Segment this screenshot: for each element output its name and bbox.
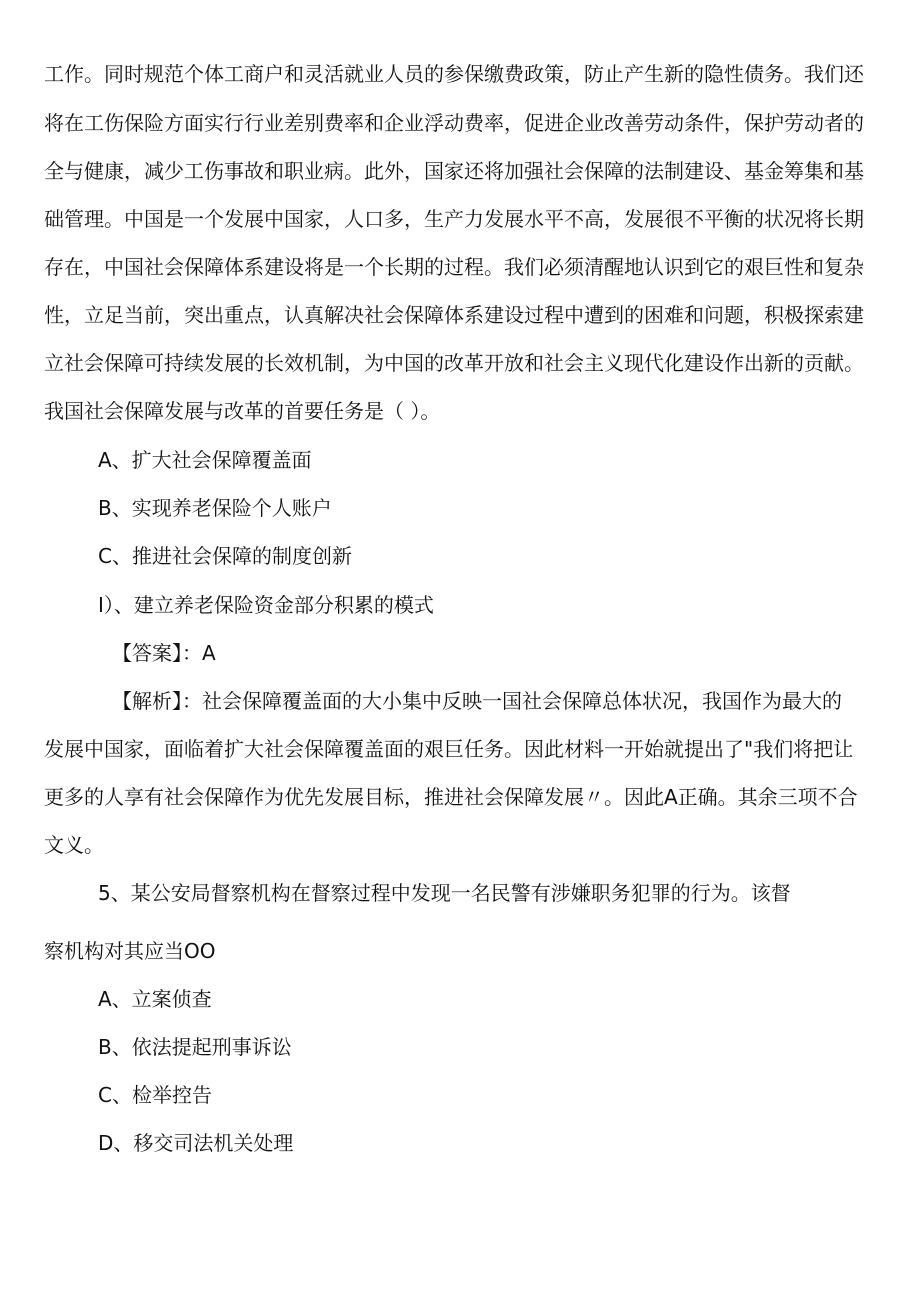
question-stem: 我国社会保障发展与改革的首要任务是（ ）。	[44, 399, 441, 423]
passage-line: 存在，中国社会保障体系建设将是一个长期的过程。我们必须清醒地认识到它的艰巨性和复杂	[44, 255, 864, 279]
passage-line: 将在工伤保险方面实行行业差别费率和企业浮动费率，促进企业改善劳动条件，保护劳动者的	[44, 111, 864, 135]
option-b: B、依法提起刑事诉讼	[98, 1035, 292, 1059]
option-c: C、检举控告	[98, 1083, 212, 1107]
question-stem: 5、某公安局督察机构在督察过程中发现一名民警有涉嫌职务犯罪的行为。该督	[98, 881, 791, 905]
analysis-line: 文义。	[44, 833, 104, 857]
option-b: B、实现养老保险个人账户	[98, 496, 332, 520]
passage-line: 工作。同时规范个体工商户和灵活就业人员的参保缴费政策，防止产生新的隐性债务。我们还	[44, 62, 864, 86]
passage-line: 础管理。中国是一个发展中国家，人口多，生产力发展水平不高，发展很不平衡的状况将长期	[44, 207, 864, 231]
passage-line: 全与健康，减少工伤事故和职业病。此外，国家还将加强社会保障的法制建设、基金筹集和基	[44, 159, 864, 183]
answer: 【答案】：A	[112, 641, 216, 665]
passage-line: 性，立足当前，突出重点，认真解决社会保障体系建设过程中遭到的困难和问题，积极探索建	[44, 303, 864, 327]
passage-line: 立社会保障可持续发展的长效机制，为中国的改革开放和社会主义现代化建设作出新的贡献。	[44, 351, 864, 375]
question-stem: 察机构对其应当OO	[44, 939, 216, 963]
option-d: D、移交司法机关处理	[98, 1131, 294, 1155]
analysis-line: 【解析】：社会保障覆盖面的大小集中反映一国社会保障总体状况，我国作为最大的	[112, 689, 842, 713]
option-a: A、扩大社会保障覆盖面	[98, 448, 312, 472]
option-a: A、立案侦查	[98, 987, 212, 1011]
analysis-line: 发展中国家，面临着扩大社会保障覆盖面的艰巨任务。因此材料一开始就提出了"我们将把让	[44, 737, 854, 761]
analysis-line: 更多的人享有社会保障作为优先发展目标，推进社会保障发展〃。因此A正确。其余三项不合	[44, 785, 858, 809]
option-d: I）、建立养老保险资金部分积累的模式	[98, 593, 434, 617]
option-c: C、推进社会保障的制度创新	[98, 544, 352, 568]
